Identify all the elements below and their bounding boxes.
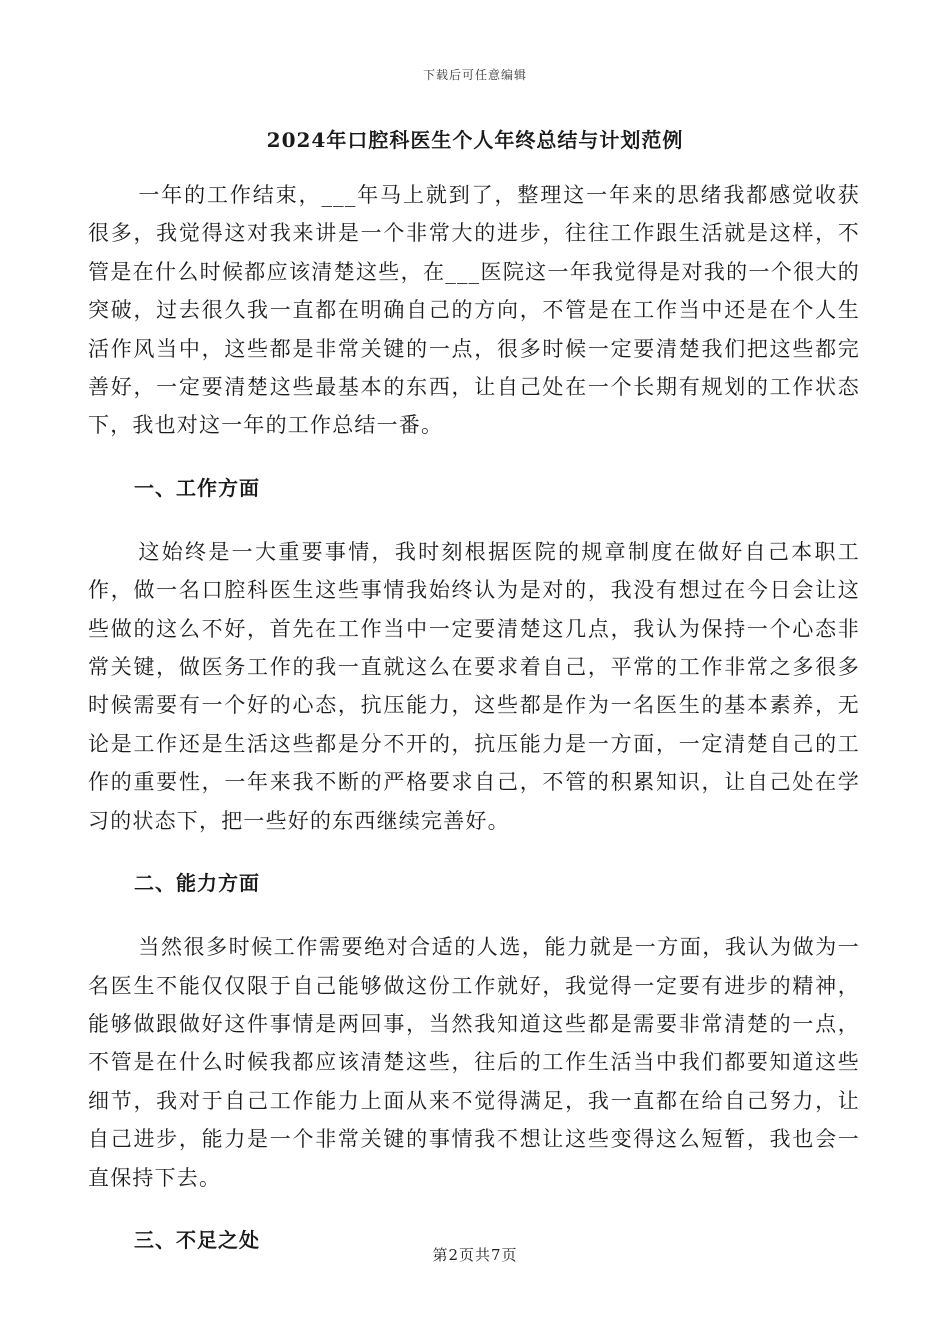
- document-title: 2024年口腔科医生个人年终总结与计划范例: [266, 128, 684, 152]
- header-note: 下载后可任意编辑: [422, 68, 527, 82]
- page-indicator: 第2页共7页: [432, 1246, 518, 1264]
- section-heading-shortcomings: 三、不足之处: [134, 1227, 260, 1252]
- section-body-work: 这始终是一大重要事情，我时刻根据医院的规章制度在做好自己本职工作，做一名口腔科医生这些事情我始终认为是对的，我没有想过在今日会让这些做的这么不好，首先在工作当中一定要清楚这几点，我认为保持一个心态非常关键，做医务工作的我一直就这么在要求着自己，平常的工作非常之多很多时候需要有一个好的心态，抗压能力，这些都是作为一名医生的基本素养，无论是工作还是生活这些都是分不开的，抗压能力是一方面，一定清楚自己的工作的重要性，一年来我不断的严格要求自己，不管的积累知识，让自己处在学习的状态下，把一些好的东西继续完善好。: [88, 539, 860, 833]
- intro-paragraph: 一年的工作结束，___年马上就到了，整理这一年来的思绪我都感觉收获很多，我觉得这对我来讲是一个非常大的进步，往往工作跟生活就是这样，不管是在什么时候都应该清楚这些，在___医院这一年我觉得是对我的一个很大的突破，过去很久我一直都在明确自己的方向，不管是在工作当中还是在个人生活作风当中，这些都是非常关键的一点，很多时候一定要清楚我们把这些都完善好，一定要清楚这些最基本的东西，让自己处在一个长期有规划的工作状态下，我也对这一年的工作总结一番。: [88, 183, 860, 438]
- document-body: [88, 176, 860, 1259]
- section-body-ability: 当然很多时候工作需要绝对合适的人选，能力就是一方面，我认为做为一名医生不能仅仅限于自己能够做这份工作就好，我觉得一定要有进步的精神，能够做跟做好这件事情是两回事，当然我知道这些都是需要非常清楚的一点，不管是在什么时候我都应该清楚这些，往后的工作生活当中我们都要知道这些细节，我对于自己工作能力上面从来不觉得满足，我一直都在给自己努力，让自己进步，能力是一个非常关键的事情我不想让这些变得这么短暂，我也会一直保持下去。: [88, 935, 860, 1190]
- section-heading-work: 一、工作方面: [134, 475, 260, 500]
- section-heading-ability: 二、能力方面: [134, 871, 260, 896]
